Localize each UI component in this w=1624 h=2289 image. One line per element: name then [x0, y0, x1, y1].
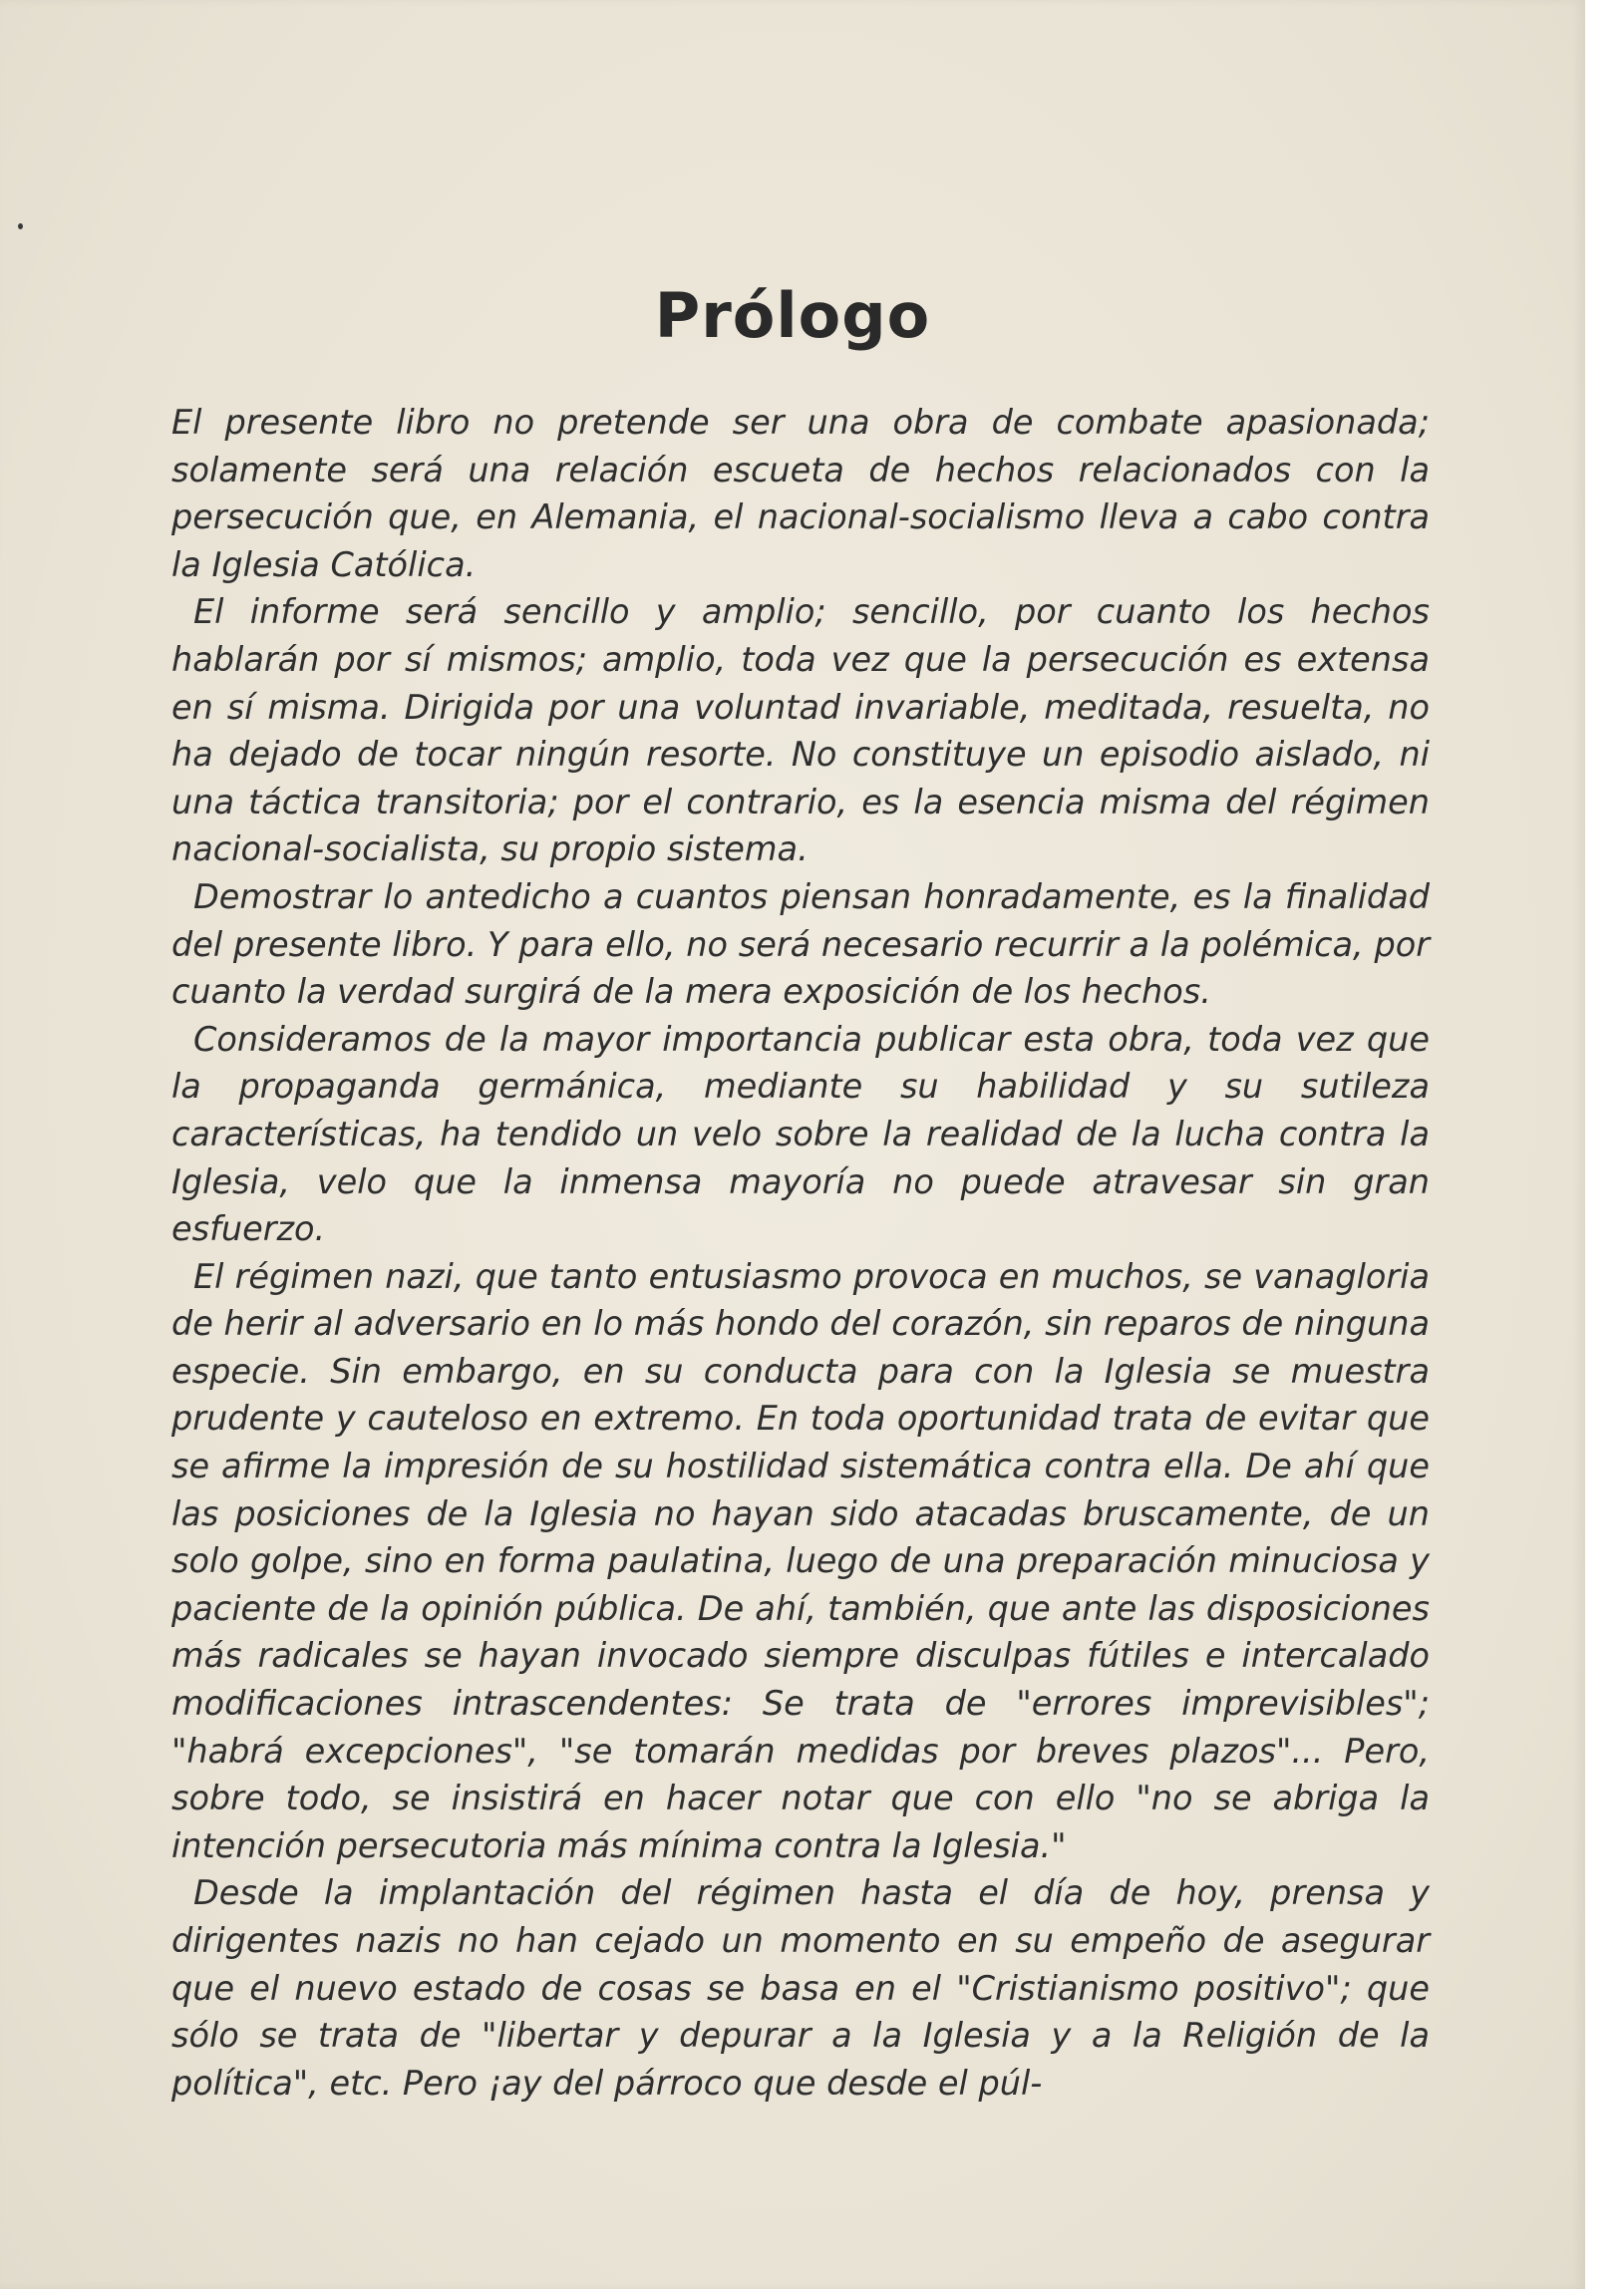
paragraph: Demostrar lo antedicho a cuantos piensan honradamente, es la finalidad del presente libro. Y para ello, no será necesario recurrir a la polémica, por cuanto la verdad surgirá de la mera exposición de los hechos.	[171, 876, 1430, 1012]
paragraph: Desde la implantación del régimen hasta el día de hoy, prensa y dirigentes nazis no han cejado un momento en su empeño de asegurar que el nuevo estado de cosas se basa en el "Cristianismo positivo"; que sólo se trata de "libertar y depurar a la Iglesia y a la Religión de la política", etc. Pero ¡ay del párroco que desde el púl-	[171, 1873, 1430, 2103]
paragraph: El presente libro no pretende ser una obra de combate apasionada; solamente será una relación escueta de hechos relacionados con la persecución que, en Alemania, el nacional-socialismo lleva a cabo contra la Iglesia Católica.	[171, 403, 1430, 584]
prologue-body	[171, 399, 1430, 2107]
paragraph: El informe será sencillo y amplio; sencillo, por cuanto los hechos hablarán por sí mismos; amplio, toda vez que la persecución es extensa en sí misma. Dirigida por una voluntad invariable, meditada, resuelta, no ha dejado de tocar ningún resorte. No constituye un episodio aislado, ni una táctica transitoria; por el contrario, es la esencia misma del régimen nacional-socialista, su propio sistema.	[171, 592, 1430, 869]
paragraph: Consideramos de la mayor importancia publicar esta obra, toda vez que la propaganda germánica, mediante su habilidad y su sutileza características, ha tendido un velo sobre la realidad de la lucha contra la Iglesia, velo que la inmensa mayoría no puede atravesar sin gran esfuerzo.	[171, 1019, 1430, 1249]
paragraph: El régimen nazi, que tanto entusiasmo provoca en muchos, se vanagloria de herir al adversario en lo más hondo del corazón, sin reparos de ninguna especie. Sin embargo, en su conducta para con la Iglesia se muestra prudente y cauteloso en extremo. En toda oportunidad trata de evitar que se afirme la impresión de su hostilidad sistemática contra ella. De ahí que las posiciones de la Iglesia no hayan sido atacadas bruscamente, de un solo golpe, sino en forma paulatina, luego de una preparación minuciosa y paciente de la opinión pública. De ahí, también, que ante las disposiciones más radicales se hayan invocado siempre disculpas fútiles e intercalado modificaciones intrascendentes: Se trata de "errores imprevisibles"; "habrá excepciones", "se tomarán medidas por breves plazos"... Pero, sobre todo, se insistirá en hacer notar que con ello "no se abriga la intención persecutoria más mínima contra la Iglesia."	[171, 1256, 1430, 1865]
page-title: Prólogo	[654, 279, 931, 352]
ink-speck	[18, 223, 23, 229]
